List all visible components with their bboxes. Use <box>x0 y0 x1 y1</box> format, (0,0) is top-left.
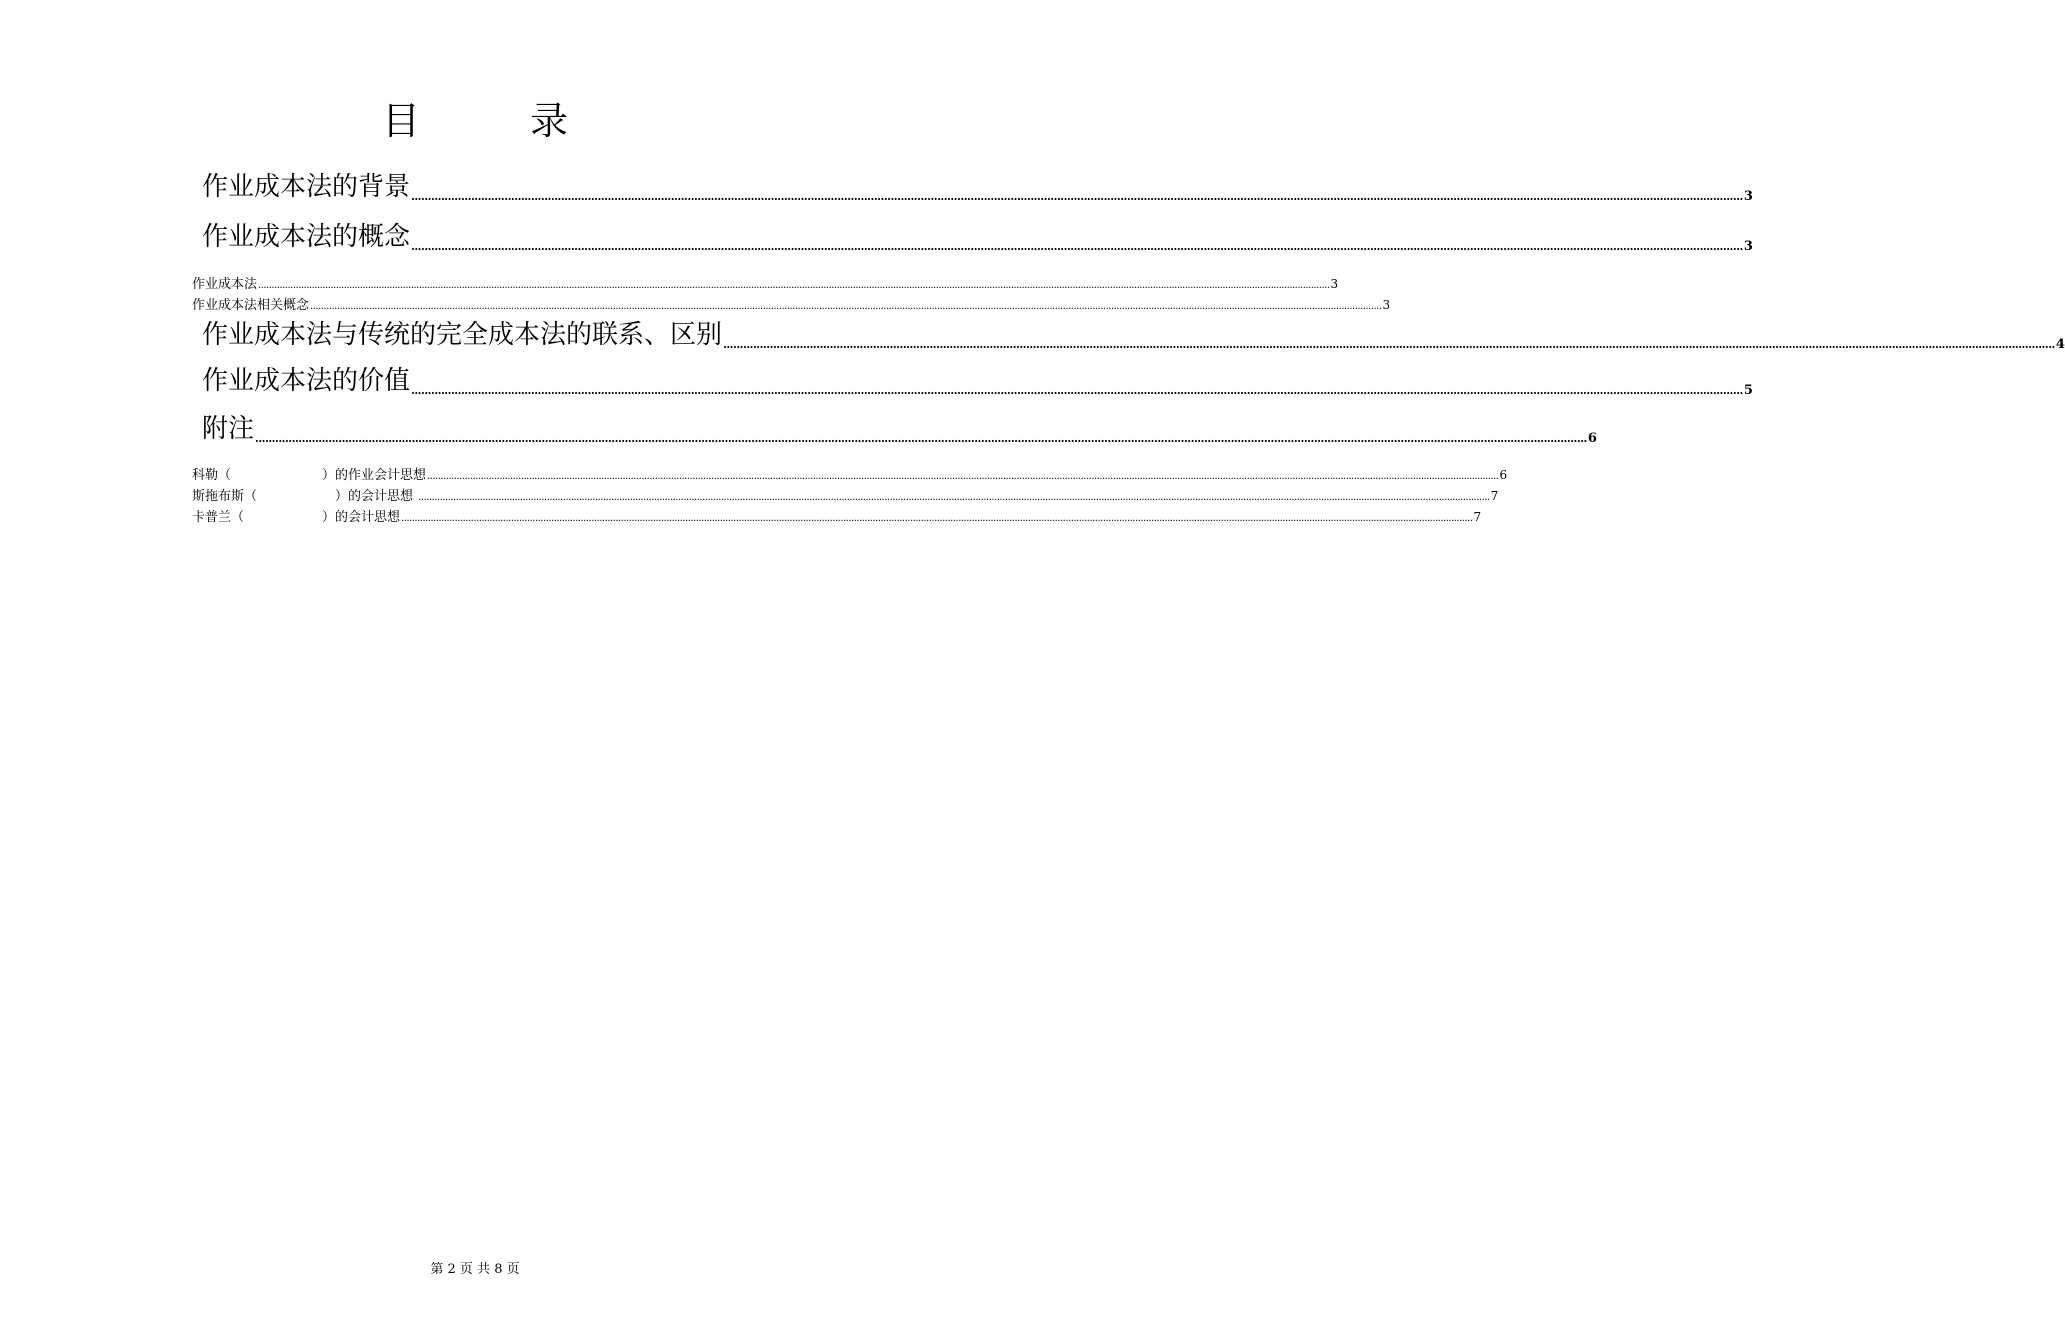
toc-entry[interactable] <box>192 297 1391 314</box>
toc-page-number: 7 <box>1473 510 1482 524</box>
toc-entry-label: 作业成本法与传统的完全成本法的联系、区别 <box>202 320 723 350</box>
toc-entry-label: 卡普兰（ ）的会计思想 <box>192 510 401 525</box>
toc-leader-dots: ................................................................................................................................................................................................................................................................................................................................................................................................................ <box>411 240 1743 253</box>
toc-entry-label: 作业成本法 <box>192 277 258 292</box>
page-footer: 第 2 页 共 8 页 <box>430 1262 520 1277</box>
toc-leader-dots: ................................................................................................................................................................................................................................................................................................................................................................................................................ <box>411 384 1743 397</box>
toc-entry-label: 斯拖布斯（ ）的会计思想 <box>192 489 418 504</box>
toc-page-number: 3 <box>1330 277 1339 291</box>
toc-leader-dots: ................................................................................................................................................................................................................................................................................................................................................................................................................ <box>418 492 1490 503</box>
toc-leader-dots: ................................................................................................................................................................................................................................................................................................................................................................................................................ <box>427 471 1499 482</box>
toc-entry[interactable] <box>192 509 1482 526</box>
toc-entry-label: 作业成本法的背景 <box>202 172 411 202</box>
toc-leader-dots: ................................................................................................................................................................................................................................................................................................................................................................................................................ <box>723 338 2055 351</box>
toc-page-number: 3 <box>1743 239 1753 254</box>
toc-leader-dots: ................................................................................................................................................................................................................................................................................................................................................................................................................ <box>401 513 1473 524</box>
toc-entry-label: 作业成本法的价值 <box>202 366 411 396</box>
toc-entry[interactable] <box>202 364 1753 398</box>
toc-page-number: 3 <box>1743 189 1753 204</box>
toc-leader-dots: ................................................................................................................................................................................................................................................................................................................................................................................................................ <box>310 301 1382 312</box>
toc-page-number: 7 <box>1490 489 1499 503</box>
toc-title: 目 录 <box>381 99 604 143</box>
toc-entry[interactable] <box>192 467 1508 484</box>
toc-entry[interactable] <box>202 170 1753 204</box>
toc-page-number: 3 <box>1382 298 1391 312</box>
toc-leader-dots: ................................................................................................................................................................................................................................................................................................................................................................................................................ <box>258 280 1330 291</box>
toc-entry[interactable] <box>192 276 1339 293</box>
toc-entry[interactable] <box>202 220 1753 254</box>
toc-entry-label: 作业成本法相关概念 <box>192 298 310 313</box>
toc-entry[interactable] <box>202 318 2065 352</box>
toc-leader-dots: ................................................................................................................................................................................................................................................................................................................................................................................................................ <box>255 432 1587 445</box>
toc-page-number: 6 <box>1587 431 1597 446</box>
toc-entry-label: 科勒（ ）的作业会计思想 <box>192 468 427 483</box>
toc-page-number: 5 <box>1743 383 1753 398</box>
toc-entry-label: 作业成本法的概念 <box>202 222 411 252</box>
toc-leader-dots: ................................................................................................................................................................................................................................................................................................................................................................................................................ <box>411 190 1743 203</box>
toc-page-number: 4 <box>2055 337 2065 352</box>
toc-entry[interactable] <box>202 412 1597 446</box>
toc-page-number: 6 <box>1499 468 1508 482</box>
toc-entry[interactable] <box>192 488 1499 505</box>
toc-entry-label: 附注 <box>202 414 255 444</box>
